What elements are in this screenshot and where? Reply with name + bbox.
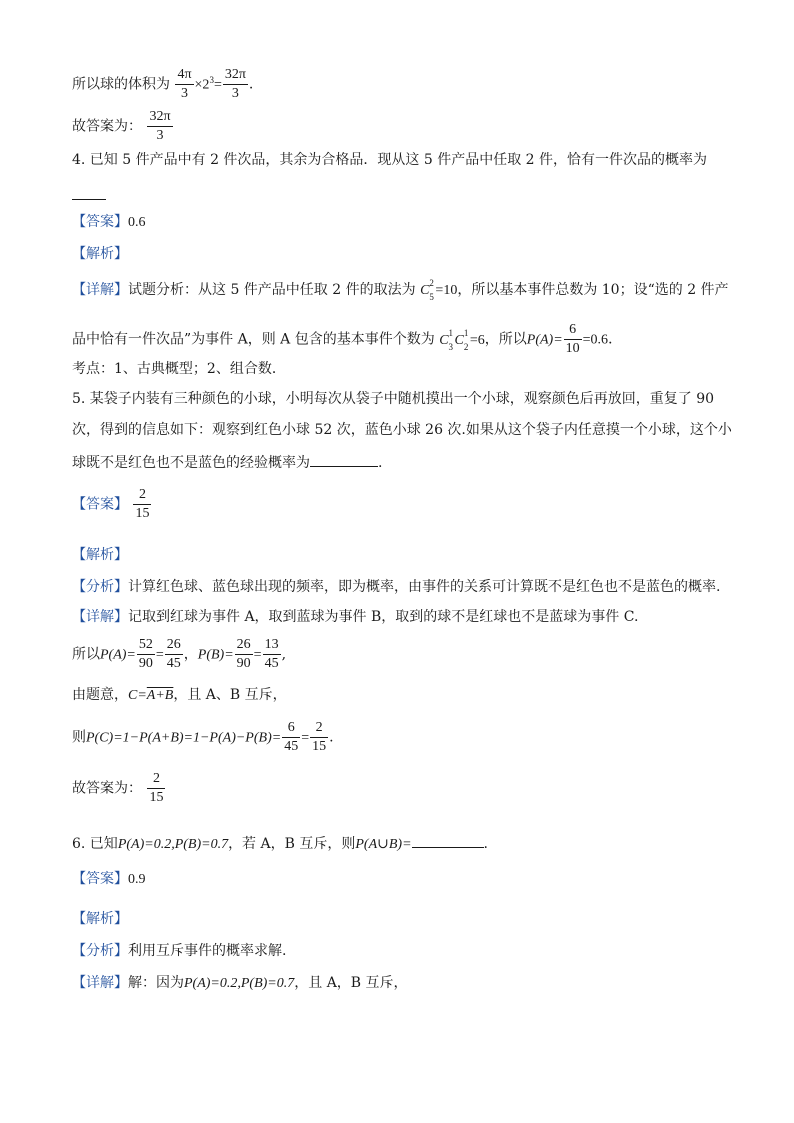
analysis-tag: 【解析】 <box>72 547 128 563</box>
q5-detail-2: 所以P(A)= $\frac{52}{90}$ = $\frac{26}{45}$ ，P(B)= $\frac{26}{90}$ = $\frac{13}{45}$ , <box>72 637 287 671</box>
q5-pc-frac-1: $\frac{6}{45}$ <box>284 720 299 754</box>
q6-answer <box>72 872 146 887</box>
q4-kaodian: 考点：1、古典概型；2、组合数． <box>72 361 286 377</box>
answer-tag: 【答案】 <box>72 496 128 513</box>
q6-detail: 【详解】解：因为P(A)=0.2,P(B)=0.7，且 A，B 互斥， <box>72 975 408 991</box>
q5-pc-frac-2: $\frac{2}{15}$ <box>312 720 327 754</box>
fenxi-tag: 【分析】 <box>72 579 128 595</box>
answer-value: 0.9 <box>128 872 146 887</box>
combination-c52: C 2 5 <box>420 278 434 302</box>
answer-prefix: 故答案为： <box>72 118 142 135</box>
answer-blank <box>310 453 378 467</box>
prev-answer-line <box>72 110 174 143</box>
q4-detail-2: 品中恰有一件次品”为事件 A，则 A 包含的基本事件个数为 C 1 3 C 1 2 =6，所以P(A)= $\frac{6}{10}$ =0.6． <box>72 322 623 356</box>
answer-tag: 【答案】 <box>72 871 128 887</box>
detail-tag: 【详解】 <box>72 609 128 625</box>
q4-prob-frac: $\frac{6}{10}$ <box>565 322 580 356</box>
detail-tag: 【详解】 <box>72 282 128 298</box>
q5-detail-1: 【详解】记取到红球为事件 A，取到蓝球为事件 B，取到的球不是红球也不是蓝球为事件 C. <box>72 609 639 625</box>
volume-text: 所以球的体积为 <box>72 76 170 93</box>
q5-answer2-frac: $\frac{2}{15}$ <box>149 771 164 805</box>
q5-fenxi: 【分析】计算红色球、蓝色球出现的频率，即为概率，由事件的关系可计算既不是红色也不是蓝色的概率. <box>72 579 721 595</box>
fenxi-tag: 【分析】 <box>72 943 128 959</box>
q4-detail-1: 【详解】试题分析：从这 5 件产品中任取 2 件的取法为 C 2 5 =10，所以基本事件总数为 10；设“选的 2 件产 <box>72 278 729 302</box>
volume-line: 所以球的体积为 $\frac{4\pi}{3}$ $\times 2^3=$ $\frac{32\pi}{3}$ . <box>72 67 254 101</box>
q5-text-3: 球既不是红色也不是蓝色的经验概率为 . <box>72 455 383 471</box>
q4-answer <box>72 215 146 230</box>
q5-text-1: 5. 某袋子内装有三种颜色的小球，小明每次从袋子中随机摸出一个小球，观察颜色后再放回，重复了 90 <box>72 391 715 407</box>
q6-text: 6. 已知P(A)=0.2,P(B)=0.7，若 A，B 互斥，则P(A∪B)= . <box>72 836 488 852</box>
q6-analysis <box>72 912 128 926</box>
q5-pb-frac-1: $\frac{26}{90}$ <box>236 637 251 671</box>
q5-answer-2: 故答案为： $\frac{2}{15}$ <box>72 771 164 805</box>
combination-c31: C 1 3 <box>439 327 454 352</box>
q4-analysis <box>72 247 128 261</box>
answer-tag: 【答案】 <box>72 214 128 230</box>
q5-pa-frac-2: $\frac{26}{45}$ <box>166 637 181 671</box>
q5-text-2: 次，得到的信息如下：观察到红色小球 52 次，蓝色小球 26 次.如果从这个袋子内任意摸一个小球，这个小 <box>72 422 732 438</box>
q4-blank <box>72 186 106 203</box>
answer-value: 0.6 <box>128 215 146 230</box>
volume-frac-2: $\frac{32\pi}{3}$ <box>224 67 246 101</box>
answer-blank <box>72 186 106 200</box>
q5-answer <box>72 488 152 521</box>
complement-a-plus-b: A+B <box>146 688 174 703</box>
q4-text: 4. 已知 5 件产品中有 2 件次品，其余为合格品．现从这 5 件产品中任取 2 件，恰有一件次品的概率为 <box>72 152 708 168</box>
combination-c21: C 1 2 <box>454 327 469 352</box>
detail-tag: 【详解】 <box>72 975 128 991</box>
analysis-tag: 【解析】 <box>72 911 128 927</box>
q6-fenxi: 【分析】利用互斥事件的概率求解. <box>72 943 287 959</box>
q5-pb-frac-2: $\frac{13}{45}$ <box>264 637 279 671</box>
q5-detail-4: 则P(C)=1−P(A+B)=1−P(A)−P(B)= $\frac{6}{45}$ = $\frac{2}{15}$ . <box>72 720 334 754</box>
q5-detail-3: 由题意，C=A+B，且 A、B 互斥， <box>72 687 287 703</box>
answer-blank <box>412 834 484 848</box>
analysis-tag: 【解析】 <box>72 246 128 262</box>
prev-answer-frac: $\frac{32\pi}{3}$ <box>149 109 171 143</box>
q5-answer-frac: $\frac{2}{15}$ <box>135 487 150 521</box>
q5-analysis <box>72 548 128 562</box>
q5-pa-frac-1: $\frac{52}{90}$ <box>138 637 153 671</box>
volume-frac-1: $\frac{4\pi}{3}$ <box>177 67 192 101</box>
